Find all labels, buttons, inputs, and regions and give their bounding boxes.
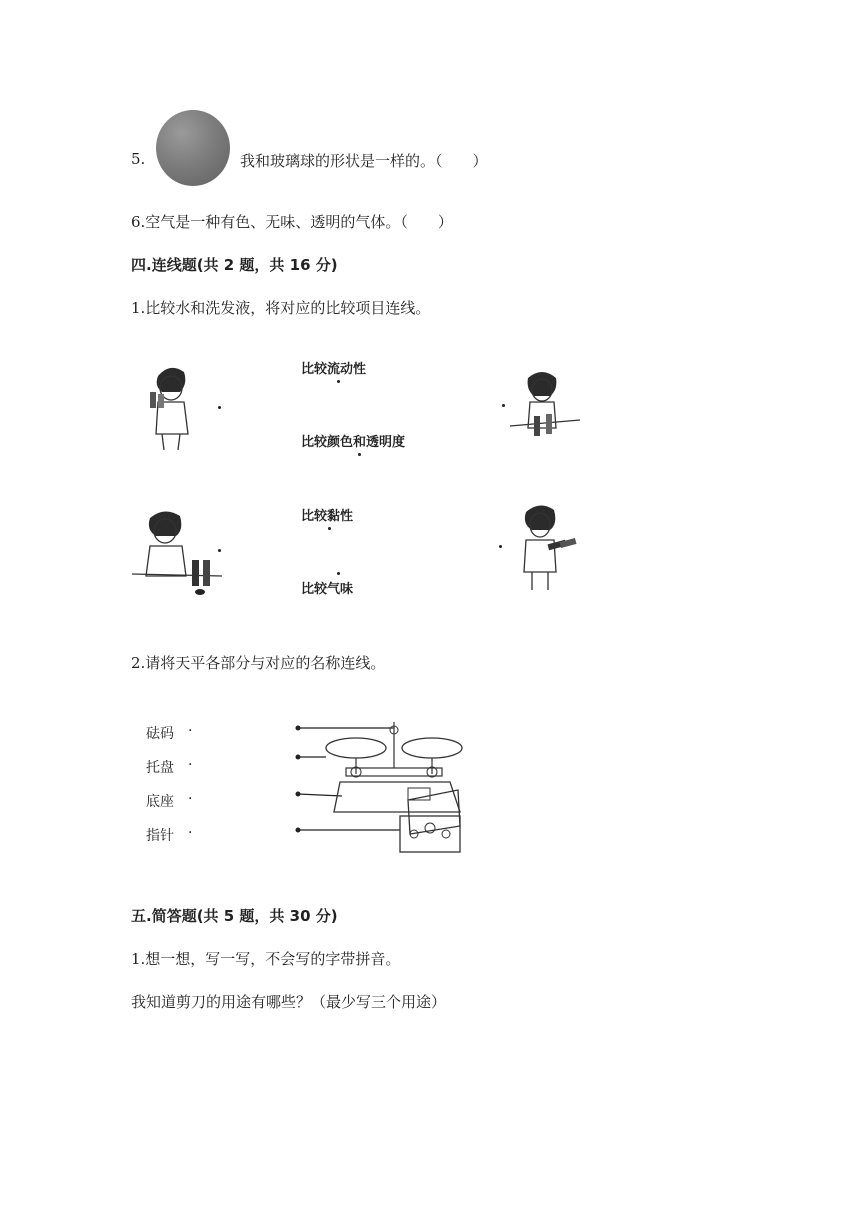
s4-q1-text: 1.比较水和洗发液，将对应的比较项目连线。 xyxy=(131,299,431,317)
match-dot[interactable] xyxy=(337,380,340,383)
match-dot[interactable] xyxy=(358,453,361,456)
child-observing-bottles-figure xyxy=(506,366,582,442)
label-pointer: 指针 xyxy=(146,828,174,844)
match-item-viscosity: 比较黏性 xyxy=(301,509,354,524)
child-holding-bottles-figure xyxy=(140,362,200,452)
match-dot[interactable] xyxy=(218,406,221,409)
label-dot[interactable]: · xyxy=(188,825,193,841)
section5-title: 五.简答题(共 5 题，共 30 分) xyxy=(131,907,338,925)
label-weights: 砝码 xyxy=(146,726,174,742)
ball-image xyxy=(156,110,230,186)
child-smelling-bottles-figure xyxy=(132,506,224,596)
match-item-color: 比较颜色和透明度 xyxy=(301,435,406,450)
match-item-smell: 比较气味 xyxy=(301,582,354,597)
match-item-fluidity: 比较流动性 xyxy=(301,362,367,377)
label-dot[interactable]: · xyxy=(188,723,193,739)
match-dot[interactable] xyxy=(218,549,221,552)
label-dot[interactable]: · xyxy=(188,757,193,773)
s5-q1-prompt: 我知道剪刀的用途有哪些？（最少写三个用途） xyxy=(131,993,447,1011)
child-tilting-bottles-figure xyxy=(510,500,580,592)
balance-scale-figure xyxy=(290,716,470,861)
s5-q1-text: 1.想一想，写一写，不会写的字带拼音。 xyxy=(131,950,401,968)
q5-text: 我和玻璃球的形状是一样的。（ ） xyxy=(240,152,488,170)
match-dot[interactable] xyxy=(337,572,340,575)
label-base: 底座 xyxy=(146,794,174,810)
section4-title: 四.连线题(共 2 题，共 16 分) xyxy=(131,256,338,274)
q6-text: 6.空气是一种有色、无味、透明的气体。（ ） xyxy=(131,213,453,231)
q5-number: 5. xyxy=(131,150,146,168)
match-dot[interactable] xyxy=(499,545,502,548)
match-dot[interactable] xyxy=(328,527,331,530)
label-tray: 托盘 xyxy=(146,760,174,776)
label-dot[interactable]: · xyxy=(188,791,193,807)
match-dot[interactable] xyxy=(502,404,505,407)
s4-q2-text: 2.请将天平各部分与对应的名称连线。 xyxy=(131,654,386,672)
